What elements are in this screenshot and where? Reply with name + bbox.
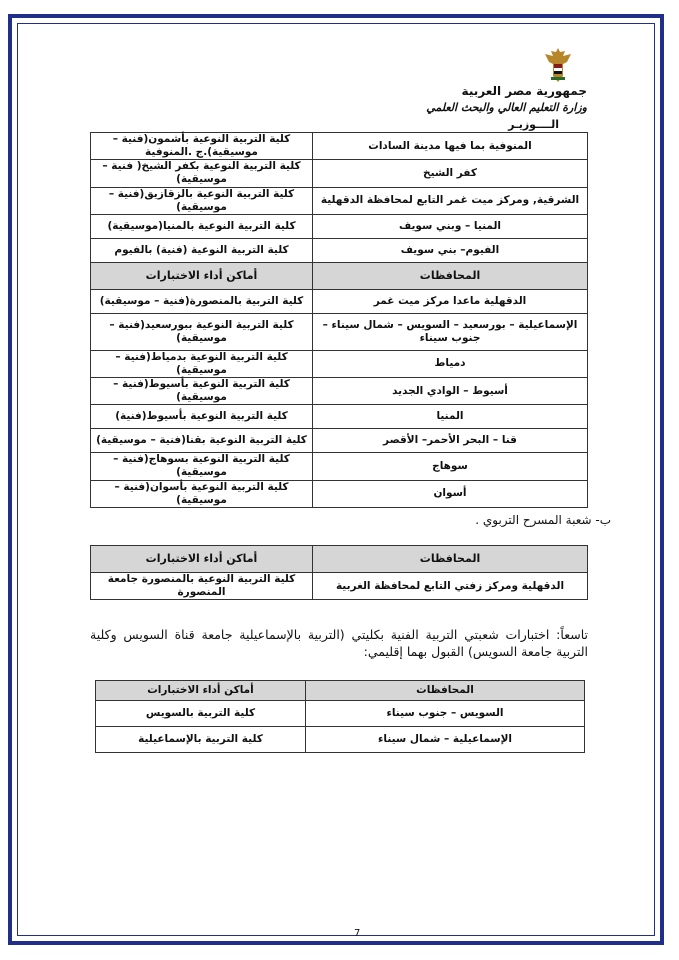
cell-location: كلية التربية النوعية بأشمون(فنية – موسيقية).ج .المنوفية — [91, 133, 313, 160]
cell-location: كلية التربية بالسويس — [96, 701, 306, 727]
table-row — [91, 187, 588, 214]
section-9-paragraph: تاسعاً: اختبارات شعبتي التربية الفنية بكليتي (التربية بالإسماعيلية جامعة قناة السويس وكلية التربية جامعة السويس) القبول بهما إقليمي: — [90, 627, 588, 659]
cell-governorate: السويس – جنوب سيناء — [306, 701, 585, 727]
table-row — [91, 350, 588, 377]
table-row — [91, 405, 588, 429]
cell-governorate: الدقهلية ماعدا مركز ميت غمر — [313, 289, 588, 313]
table-regional-locations — [95, 680, 585, 753]
table-row — [91, 133, 588, 160]
cell-location: كلية التربية النوعية بأسوان(فنية – موسيقية) — [91, 480, 313, 507]
page-number: 7 — [354, 928, 361, 939]
cell-location: كلية التربية النوعية بسوهاج(فنية – موسيقية) — [91, 453, 313, 480]
cell-location: كلية التربية النوعية بقنا(فنية – موسيقية) — [91, 429, 313, 453]
column-header-locations: أماكن أداء الاختبارات — [91, 262, 313, 289]
cell-governorate: أسيوط – الوادي الجديد — [313, 378, 588, 405]
table-row — [91, 378, 588, 405]
cell-governorate: الفيوم– بني سويف — [313, 238, 588, 262]
table-row — [91, 214, 588, 238]
cell-location: كلية التربية النوعية بدمياط(فنية – موسيقية) — [91, 350, 313, 377]
cell-governorate: الدقهلية ومركز زفتي التابع لمحافظة الغربية — [313, 573, 588, 600]
cell-location: كلية التربية النوعية بأسيوط(فنية) — [91, 405, 313, 429]
table-row — [91, 289, 588, 313]
column-header-locations: أماكن أداء الاختبارات — [91, 546, 313, 573]
table-row — [91, 429, 588, 453]
cell-governorate: المنوفية بما فيها مدينة السادات — [313, 133, 588, 160]
table-row — [91, 238, 588, 262]
cell-location: كلية التربية النوعية بالزقازيق(فنية – موسيقية) — [91, 187, 313, 214]
cell-location: كلية التربية النوعية بأسيوط(فنية – موسيقية) — [91, 378, 313, 405]
cell-governorate: دمياط — [313, 350, 588, 377]
cell-governorate: قنا – البحر الأحمر– الأقصر — [313, 429, 588, 453]
table-exam-locations-1 — [90, 132, 588, 508]
cell-location: كلية التربية النوعية بكفر الشيخ( فنية – موسيقية) — [91, 160, 313, 187]
cell-location: كلية التربية النوعية بالمنصورة جامعة المنصورة — [91, 573, 313, 600]
table-row — [91, 313, 588, 350]
table-row — [91, 160, 588, 187]
cell-governorate: المنيا – وبني سويف — [313, 214, 588, 238]
cell-governorate: سوهاج — [313, 453, 588, 480]
cell-location: كلية التربية النوعية ببورسعيد(فنية – موسيقية) — [91, 313, 313, 350]
table-row — [91, 453, 588, 480]
eagle-emblem-icon — [543, 46, 573, 84]
column-header-governorates: المحافظات — [306, 681, 585, 701]
cell-governorate: الإسماعيلية – شمال سيناء — [306, 727, 585, 753]
cell-governorate: أسوان — [313, 480, 588, 507]
column-header-locations: أماكن أداء الاختبارات — [96, 681, 306, 701]
table-header-row — [91, 262, 588, 289]
header-minister: الــــوزيـر — [508, 118, 559, 131]
cell-governorate: الإسماعيلية – بورسعيد – السويس – شمال سيناء – جنوب سيناء — [313, 313, 588, 350]
cell-governorate: المنيا — [313, 405, 588, 429]
cell-governorate: كفر الشيخ — [313, 160, 588, 187]
header-country: جمهورية مصر العربية — [461, 84, 587, 98]
header-ministry: وزارة التعليم العالي والبحث العلمي — [426, 101, 587, 114]
section-b-title: ب- شعبة المسرح التربوي . — [475, 513, 611, 527]
cell-location: كلية التربية النوعية (فنية) بالفيوم — [91, 238, 313, 262]
table-row — [96, 727, 585, 753]
cell-location: كلية التربية بالإسماعيلية — [96, 727, 306, 753]
cell-location: كلية التربية النوعية بالمنيا(موسيقية) — [91, 214, 313, 238]
table-row — [96, 701, 585, 727]
cell-location: كلية التربية بالمنصورة(فنية – موسيقية) — [91, 289, 313, 313]
table-theater-locations — [90, 545, 588, 600]
table-header-row — [96, 681, 585, 701]
column-header-governorates: المحافظات — [313, 262, 588, 289]
column-header-governorates: المحافظات — [313, 546, 588, 573]
table-header-row — [91, 546, 588, 573]
cell-governorate: الشرقية, ومركز ميت غمر التابع لمحافظة الدقهلية — [313, 187, 588, 214]
table-row — [91, 480, 588, 507]
table-row — [91, 573, 588, 600]
